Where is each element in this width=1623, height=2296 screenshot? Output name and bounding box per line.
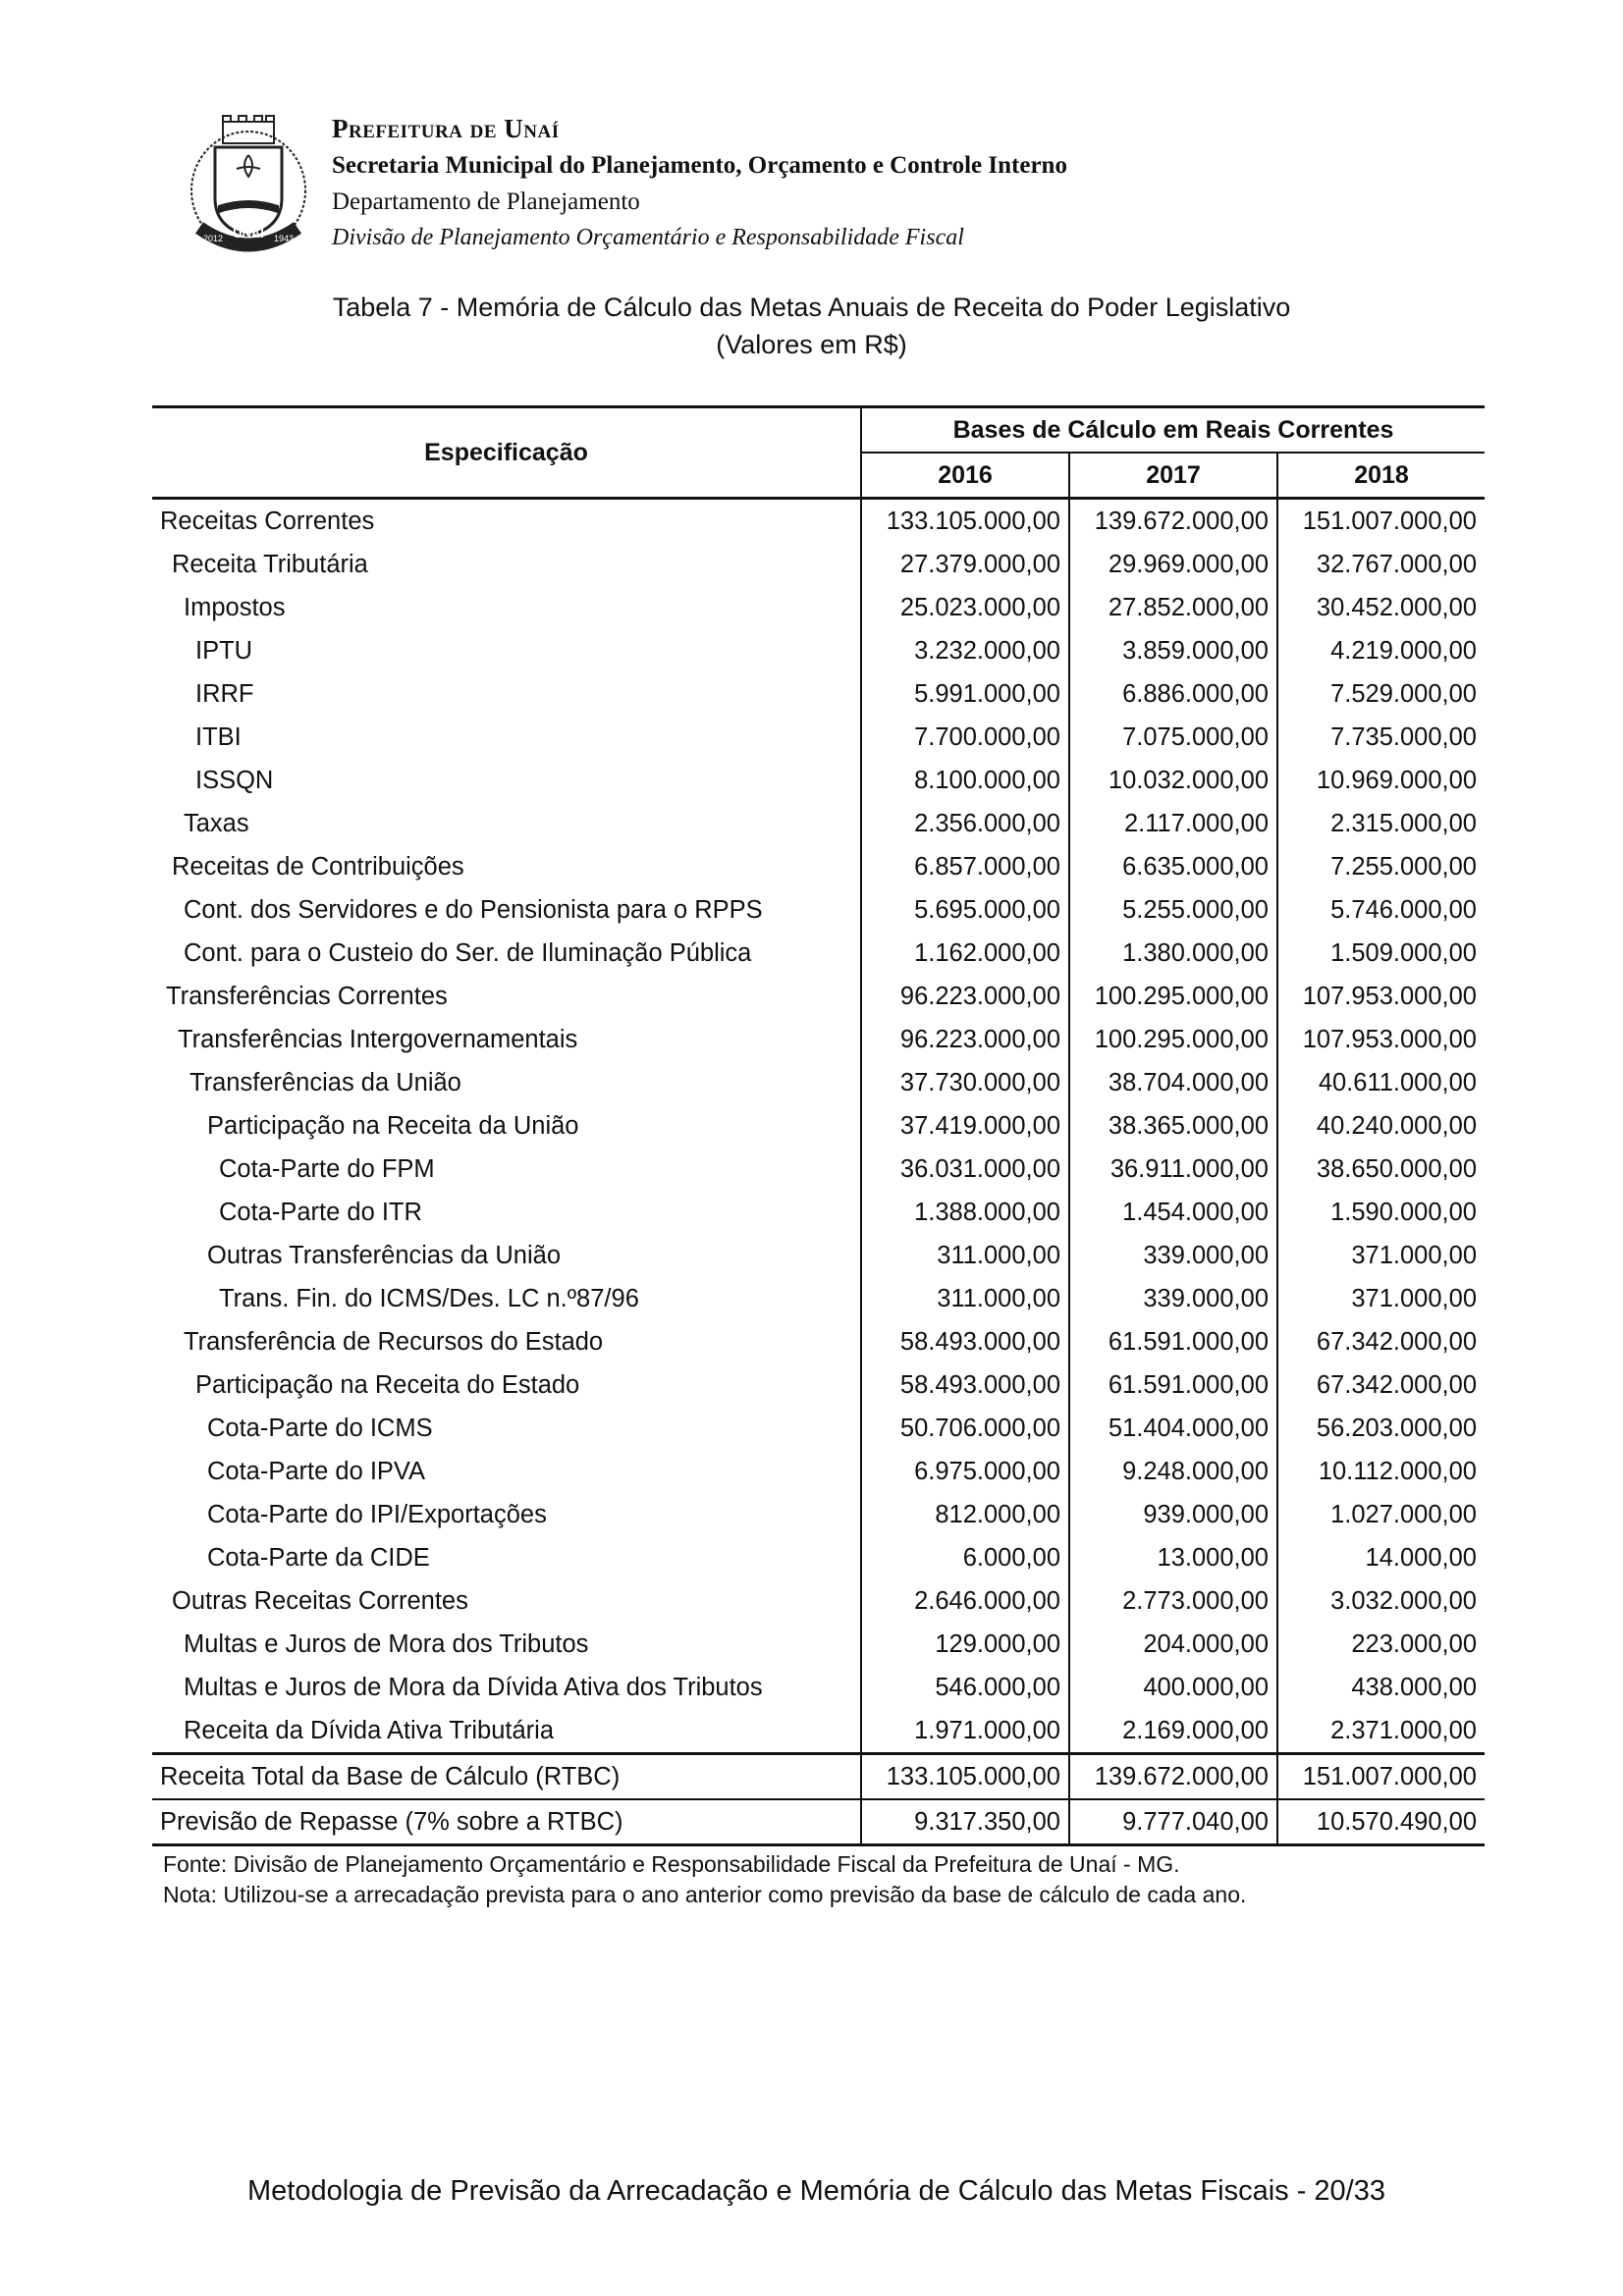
value-cell-2018: 3.032.000,00 <box>1277 1579 1485 1623</box>
table-row <box>152 1709 1485 1754</box>
value-cell-2016: 96.223.000,00 <box>861 975 1069 1018</box>
value-cell-2018: 7.529.000,00 <box>1277 672 1485 716</box>
row-label: Receita Total da Base de Cálculo (RTBC) <box>152 1754 861 1800</box>
value-cell-2017: 204.000,00 <box>1069 1623 1277 1666</box>
table-row <box>152 1623 1485 1666</box>
crest-year-right: 1943 <box>273 234 295 243</box>
value-cell-2018: 40.240.000,00 <box>1277 1104 1485 1148</box>
value-cell-2016: 58.493.000,00 <box>861 1320 1069 1363</box>
total-row <box>152 1754 1485 1800</box>
row-label: Multas e Juros de Mora dos Tributos <box>184 1629 589 1658</box>
value-cell-2016: 133.105.000,00 <box>861 499 1069 544</box>
value-cell-2018: 371.000,00 <box>1277 1277 1485 1320</box>
value-cell-2016: 812.000,00 <box>861 1493 1069 1536</box>
row-label: Cota-Parte do ICMS <box>207 1414 433 1442</box>
table-row <box>152 586 1485 629</box>
value-cell-2016: 6.000,00 <box>861 1536 1069 1579</box>
row-label: Transferências Intergovernamentais <box>178 1025 578 1053</box>
value-cell-2018: 67.342.000,00 <box>1277 1363 1485 1407</box>
value-cell-2017: 29.969.000,00 <box>1069 543 1277 586</box>
table-row <box>152 1234 1485 1277</box>
value-cell-2017: 10.032.000,00 <box>1069 759 1277 802</box>
page-footer: Metodologia de Previsão da Arrecadação e Memória de Cálculo das Metas Fiscais - 20/33 <box>247 2175 1385 2207</box>
value-cell-2017: 100.295.000,00 <box>1069 975 1277 1018</box>
value-cell-2017: 61.591.000,00 <box>1069 1363 1277 1407</box>
value-cell-2018: 1.509.000,00 <box>1277 932 1485 975</box>
row-label: Receitas de Contribuições <box>172 852 464 881</box>
table-row <box>152 1536 1485 1579</box>
value-cell-2016: 37.419.000,00 <box>861 1104 1069 1148</box>
table-row <box>152 759 1485 802</box>
value-cell-2016: 27.379.000,00 <box>861 543 1069 586</box>
value-cell-2018: 2.315.000,00 <box>1277 802 1485 845</box>
value-cell-2018: 107.953.000,00 <box>1277 1018 1485 1061</box>
row-label: Taxas <box>184 809 249 837</box>
row-label: Cota-Parte do IPVA <box>207 1457 426 1485</box>
value-cell-2016: 25.023.000,00 <box>861 586 1069 629</box>
table-row <box>152 1104 1485 1148</box>
table-row <box>152 1493 1485 1536</box>
value-cell-2016: 129.000,00 <box>861 1623 1069 1666</box>
value-cell-2017: 1.454.000,00 <box>1069 1191 1277 1234</box>
repasse-row <box>152 1799 1485 1845</box>
value-cell-2016: 1.162.000,00 <box>861 932 1069 975</box>
value-cell-2018: 1.590.000,00 <box>1277 1191 1485 1234</box>
value-cell-2018: 107.953.000,00 <box>1277 975 1485 1018</box>
value-cell-2016: 311.000,00 <box>861 1277 1069 1320</box>
value-cell-2018: 14.000,00 <box>1277 1536 1485 1579</box>
table-row <box>152 1363 1485 1407</box>
row-label: Impostos <box>184 593 286 621</box>
value-cell-2016: 1.388.000,00 <box>861 1191 1069 1234</box>
value-cell-2016: 1.971.000,00 <box>861 1709 1069 1754</box>
method-note: Nota: Utilizou-se a arrecadação prevista para o ano anterior como previsão da base de cálculo de cada ano. <box>163 1882 1247 1907</box>
table-title-line1: Tabela 7 - Memória de Cálculo das Metas Anuais de Receita do Poder Legislativo <box>332 293 1291 322</box>
value-cell-2016: 2.646.000,00 <box>861 1579 1069 1623</box>
value-cell-2017: 38.704.000,00 <box>1069 1061 1277 1104</box>
value-cell-2018: 67.342.000,00 <box>1277 1320 1485 1363</box>
value-cell-2018: 151.007.000,00 <box>1277 499 1485 544</box>
row-label: Cont. para o Custeio do Ser. de Iluminação Pública <box>184 938 752 967</box>
value-cell-2017: 61.591.000,00 <box>1069 1320 1277 1363</box>
row-label: Previsão de Repasse (7% sobre a RTBC) <box>152 1799 861 1845</box>
value-cell-2017: 13.000,00 <box>1069 1536 1277 1579</box>
value-cell-2016: 7.700.000,00 <box>861 716 1069 759</box>
row-label: Trans. Fin. do ICMS/Des. LC n.º87/96 <box>219 1284 639 1312</box>
value-cell-2017: 51.404.000,00 <box>1069 1407 1277 1450</box>
table-row <box>152 1407 1485 1450</box>
value-cell-2016: 5.695.000,00 <box>861 888 1069 932</box>
value-cell-2017: 2.169.000,00 <box>1069 1709 1277 1754</box>
value-cell-2017: 339.000,00 <box>1069 1277 1277 1320</box>
value-cell-2016: 58.493.000,00 <box>861 1363 1069 1407</box>
crest-name: UNAÍ <box>233 226 264 240</box>
value-cell-2017: 6.635.000,00 <box>1069 845 1277 888</box>
value-cell-2016: 546.000,00 <box>861 1666 1069 1709</box>
municipal-coat-of-arms-icon <box>180 110 317 257</box>
value-cell-2017: 3.859.000,00 <box>1069 629 1277 672</box>
table-row <box>152 1579 1485 1623</box>
value-cell-2017: 7.075.000,00 <box>1069 716 1277 759</box>
value-cell-2018: 40.611.000,00 <box>1277 1061 1485 1104</box>
value-cell-2017: 9.777.040,00 <box>1069 1799 1277 1845</box>
year-header-2018: 2018 <box>1277 453 1485 499</box>
value-cell-2017: 6.886.000,00 <box>1069 672 1277 716</box>
value-cell-2016: 50.706.000,00 <box>861 1407 1069 1450</box>
table-title-line2: (Valores em R$) <box>716 330 907 359</box>
value-cell-2017: 939.000,00 <box>1069 1493 1277 1536</box>
letterhead <box>180 110 1260 257</box>
value-cell-2016: 8.100.000,00 <box>861 759 1069 802</box>
value-cell-2018: 10.570.490,00 <box>1277 1799 1485 1845</box>
value-cell-2018: 223.000,00 <box>1277 1623 1485 1666</box>
value-cell-2018: 2.371.000,00 <box>1277 1709 1485 1754</box>
value-cell-2018: 371.000,00 <box>1277 1234 1485 1277</box>
value-cell-2018: 10.969.000,00 <box>1277 759 1485 802</box>
value-cell-2017: 139.672.000,00 <box>1069 499 1277 544</box>
revenue-table <box>152 405 1485 1846</box>
value-cell-2016: 6.975.000,00 <box>861 1450 1069 1493</box>
spec-header: Especificação <box>152 407 861 499</box>
row-label: Participação na Receita do Estado <box>195 1370 580 1399</box>
row-label: Cota-Parte da CIDE <box>207 1543 430 1572</box>
value-cell-2018: 7.735.000,00 <box>1277 716 1485 759</box>
department-name: Departamento de Planejamento <box>332 188 640 215</box>
row-label: IPTU <box>195 636 253 665</box>
row-label: Receita da Dívida Ativa Tributária <box>184 1716 555 1744</box>
table-row <box>152 1191 1485 1234</box>
table-row <box>152 672 1485 716</box>
row-label: Outras Receitas Correntes <box>172 1586 468 1615</box>
table-row <box>152 1018 1485 1061</box>
value-cell-2016: 6.857.000,00 <box>861 845 1069 888</box>
value-cell-2017: 2.117.000,00 <box>1069 802 1277 845</box>
table-row <box>152 499 1485 544</box>
table-row <box>152 1450 1485 1493</box>
table-row <box>152 543 1485 586</box>
value-cell-2017: 339.000,00 <box>1069 1234 1277 1277</box>
row-label: ISSQN <box>195 766 274 794</box>
table-row <box>152 1666 1485 1709</box>
year-header-2017: 2017 <box>1069 453 1277 499</box>
value-cell-2017: 100.295.000,00 <box>1069 1018 1277 1061</box>
value-cell-2017: 2.773.000,00 <box>1069 1579 1277 1623</box>
value-cell-2018: 5.746.000,00 <box>1277 888 1485 932</box>
table-row <box>152 1277 1485 1320</box>
value-cell-2016: 37.730.000,00 <box>861 1061 1069 1104</box>
row-label: Transferência de Recursos do Estado <box>184 1327 604 1356</box>
value-cell-2016: 311.000,00 <box>861 1234 1069 1277</box>
row-label: Cont. dos Servidores e do Pensionista para o RPPS <box>184 895 763 924</box>
row-label: Transferências da União <box>189 1068 461 1096</box>
value-cell-2018: 151.007.000,00 <box>1277 1754 1485 1800</box>
value-cell-2017: 5.255.000,00 <box>1069 888 1277 932</box>
value-cell-2016: 133.105.000,00 <box>861 1754 1069 1800</box>
table-row <box>152 845 1485 888</box>
table-row <box>152 932 1485 975</box>
row-label: Participação na Receita da União <box>207 1111 579 1140</box>
table-title <box>0 289 1623 363</box>
value-cell-2017: 38.365.000,00 <box>1069 1104 1277 1148</box>
value-cell-2018: 30.452.000,00 <box>1277 586 1485 629</box>
table-row <box>152 629 1485 672</box>
value-cell-2016: 36.031.000,00 <box>861 1148 1069 1191</box>
value-cell-2016: 2.356.000,00 <box>861 802 1069 845</box>
value-cell-2018: 438.000,00 <box>1277 1666 1485 1709</box>
table-row <box>152 802 1485 845</box>
row-label: ITBI <box>195 722 242 751</box>
group-header: Bases de Cálculo em Reais Correntes <box>861 407 1485 454</box>
row-label: Transferências Correntes <box>166 982 448 1010</box>
crest-year-left: 2012 <box>202 234 224 243</box>
value-cell-2018: 56.203.000,00 <box>1277 1407 1485 1450</box>
value-cell-2018: 4.219.000,00 <box>1277 629 1485 672</box>
value-cell-2016: 3.232.000,00 <box>861 629 1069 672</box>
value-cell-2018: 32.767.000,00 <box>1277 543 1485 586</box>
value-cell-2016: 9.317.350,00 <box>861 1799 1069 1845</box>
division-name: Divisão de Planejamento Orçamentário e Responsabilidade Fiscal <box>332 225 964 250</box>
org-name: Prefeitura de Unaí <box>332 114 560 143</box>
table-notes <box>163 1849 1246 1910</box>
row-label: Cota-Parte do ITR <box>219 1198 422 1226</box>
row-label: IRRF <box>195 679 254 708</box>
row-label: Outras Transferências da União <box>207 1241 562 1269</box>
value-cell-2017: 400.000,00 <box>1069 1666 1277 1709</box>
year-header-2016: 2016 <box>861 453 1069 499</box>
table-row <box>152 1061 1485 1104</box>
table-row <box>152 1148 1485 1191</box>
value-cell-2018: 10.112.000,00 <box>1277 1450 1485 1493</box>
secretariat-name: Secretaria Municipal do Planejamento, Orçamento e Controle Interno <box>332 152 1067 179</box>
table-row <box>152 975 1485 1018</box>
value-cell-2017: 1.380.000,00 <box>1069 932 1277 975</box>
value-cell-2016: 5.991.000,00 <box>861 672 1069 716</box>
value-cell-2018: 7.255.000,00 <box>1277 845 1485 888</box>
value-cell-2018: 38.650.000,00 <box>1277 1148 1485 1191</box>
table-row <box>152 1320 1485 1363</box>
value-cell-2016: 96.223.000,00 <box>861 1018 1069 1061</box>
value-cell-2017: 9.248.000,00 <box>1069 1450 1277 1493</box>
row-label: Receita Tributária <box>172 550 368 578</box>
value-cell-2017: 36.911.000,00 <box>1069 1148 1277 1191</box>
row-label: Cota-Parte do IPI/Exportações <box>207 1500 547 1528</box>
row-label: Receitas Correntes <box>160 507 375 535</box>
value-cell-2017: 27.852.000,00 <box>1069 586 1277 629</box>
table-row <box>152 888 1485 932</box>
row-label: Cota-Parte do FPM <box>219 1154 435 1183</box>
value-cell-2017: 139.672.000,00 <box>1069 1754 1277 1800</box>
source-note: Fonte: Divisão de Planejamento Orçamentário e Responsabilidade Fiscal da Prefeitura de Unaí - MG. <box>163 1851 1180 1877</box>
table-row <box>152 716 1485 759</box>
value-cell-2018: 1.027.000,00 <box>1277 1493 1485 1536</box>
row-label: Multas e Juros de Mora da Dívida Ativa dos Tributos <box>184 1673 763 1701</box>
